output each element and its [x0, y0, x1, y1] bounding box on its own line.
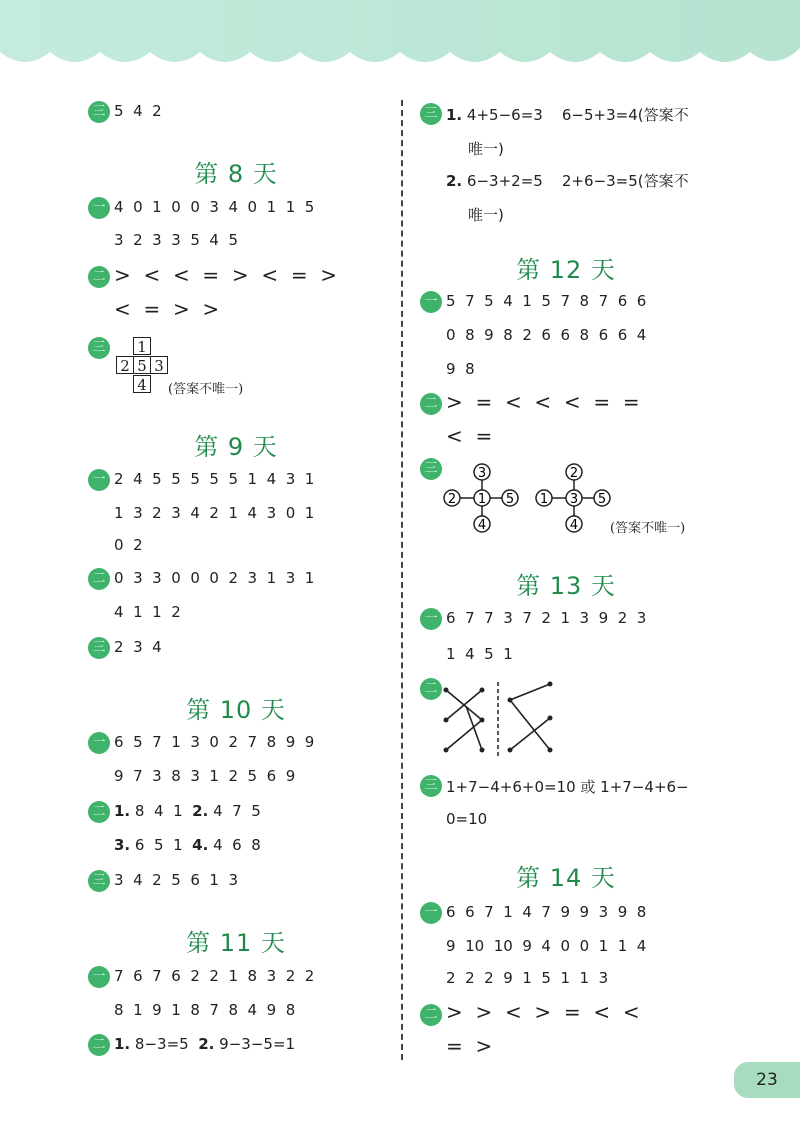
section-badge-two: 二 — [420, 678, 442, 700]
section-badge-three: 三 — [88, 637, 110, 659]
section-badge-three: 三 — [420, 458, 442, 480]
section-badge-two: 二 — [420, 1004, 442, 1026]
comparison-line: < = > > — [114, 297, 220, 321]
answer-note: (答案不唯一) — [610, 521, 686, 536]
section-badge-one: 一 — [88, 966, 110, 988]
item-number: 2. — [446, 172, 463, 190]
section-badge-one: 一 — [88, 469, 110, 491]
fig2-top: 2 — [569, 466, 579, 481]
answer-line: 3 2 3 3 5 4 5 — [114, 231, 239, 249]
fig2-bottom: 4 — [569, 518, 579, 533]
answer-line: 7 6 7 6 2 2 1 8 3 2 2 — [114, 967, 315, 985]
page-number: 23 — [734, 1062, 800, 1098]
answer-line: 唯一) — [468, 206, 504, 224]
answer-line: 9 7 3 8 3 1 2 5 6 9 — [114, 767, 296, 785]
fig1-top: 3 — [477, 466, 487, 481]
item-number: 3. — [114, 836, 131, 854]
fig1-right: 5 — [505, 492, 515, 507]
day-11-title: 第 11 天 — [186, 929, 286, 957]
answer-line: 2 4 5 5 5 5 5 1 4 3 1 — [114, 470, 315, 488]
item-number: 2. — [192, 802, 209, 820]
answer-line — [446, 170, 689, 191]
answer-line: 1+7−4+6+0=10 或 1+7−4+6− — [446, 778, 689, 796]
section-badge-one: 一 — [420, 608, 442, 630]
circle-cross-figure-2 — [536, 464, 610, 533]
fig2-left: 1 — [539, 492, 549, 507]
answer-line: 5 7 5 4 1 5 7 8 7 6 6 — [446, 292, 647, 310]
day-8-title: 第 8 天 — [194, 160, 278, 188]
item-answer: 8−3=5 — [134, 1035, 189, 1053]
fig2-center: 3 — [569, 492, 579, 507]
day-14-title: 第 14 天 — [516, 864, 616, 892]
answer-line: 0 2 — [114, 536, 143, 554]
answer-line: 0 8 9 8 2 6 6 8 6 6 4 — [446, 326, 647, 344]
comparison-line: > = < < < = = — [446, 390, 640, 414]
answer-line — [114, 802, 261, 820]
fig2-right: 5 — [597, 492, 607, 507]
fig1-center: 1 — [477, 492, 487, 507]
item-number: 1. — [114, 1035, 131, 1053]
answer-line — [114, 836, 261, 854]
answer-line: 唯一) — [468, 140, 504, 158]
answer-line: 6 5 7 1 3 0 2 7 8 9 9 — [114, 733, 315, 751]
grid-cell-bottom: 4 — [133, 375, 151, 393]
item-answer: 6 5 1 — [134, 836, 183, 854]
comparison-line: = > — [446, 1034, 493, 1058]
answer-line: 3 4 2 5 6 1 3 — [114, 871, 239, 889]
comparison-line: < = — [446, 424, 493, 448]
answer-line: 6 6 7 1 4 7 9 9 3 9 8 — [446, 903, 647, 921]
section-badge-three: 三 — [88, 337, 110, 359]
section-badge-two: 二 — [88, 1034, 110, 1056]
answer-note: (答案不唯一) — [168, 382, 244, 397]
answer-line: 1 4 5 1 — [446, 645, 513, 663]
answer-line: 2 3 4 — [114, 638, 162, 656]
section-badge-one: 一 — [420, 902, 442, 924]
section-badge-two: 二 — [88, 266, 110, 288]
column-divider — [401, 100, 403, 1060]
section-badge-three: 三 — [420, 775, 442, 797]
fig1-left: 2 — [447, 492, 457, 507]
section-badge-three: 三 — [88, 101, 110, 123]
day-9-title: 第 9 天 — [194, 433, 278, 461]
section-badge-three: 三 — [420, 103, 442, 125]
section-badge-two: 二 — [88, 801, 110, 823]
comparison-line: > > < > = < < — [446, 1000, 640, 1024]
fig1-bottom: 4 — [477, 518, 487, 533]
answer-line: 8 1 9 1 8 7 8 4 9 8 — [114, 1001, 296, 1019]
answer-line: 9 8 — [446, 360, 475, 378]
item-number: 4. — [192, 836, 209, 854]
answer-line: 1 3 2 3 4 2 1 4 3 0 1 — [114, 504, 315, 522]
item-answer: 4 6 8 — [213, 836, 261, 854]
answer-line: 2 2 2 9 1 5 1 1 3 — [446, 969, 609, 987]
answer-line: 5 4 2 — [114, 102, 162, 120]
item-number: 1. — [446, 106, 463, 124]
item-answer: 8 4 1 — [134, 802, 183, 820]
section-badge-one: 一 — [88, 732, 110, 754]
answer-line: 6 7 7 3 7 2 1 3 9 2 3 — [446, 609, 647, 627]
answer-line: 4 0 1 0 0 3 4 0 1 1 5 — [114, 198, 315, 216]
day-10-title: 第 10 天 — [186, 696, 286, 724]
grid-cell-left: 2 — [116, 356, 134, 374]
item-answer: 4+5−6=3 6−5+3=4(答案不 — [466, 106, 689, 124]
answer-line: 0=10 — [446, 810, 488, 828]
answer-line: 9 10 10 9 4 0 0 1 1 4 — [446, 937, 647, 955]
grid-cell-right: 3 — [150, 356, 168, 374]
answer-line — [114, 1035, 295, 1053]
answer-line: 0 3 3 0 0 0 2 3 1 3 1 — [114, 569, 315, 587]
comparison-line: > < < = > < = > — [114, 263, 338, 287]
section-badge-one: 一 — [88, 197, 110, 219]
item-number: 2. — [198, 1035, 215, 1053]
day-13-title: 第 13 天 — [516, 572, 616, 600]
day-12-title: 第 12 天 — [516, 256, 616, 284]
item-number: 1. — [114, 802, 131, 820]
circle-cross-figure-1 — [444, 464, 518, 533]
answer-line: 4 1 1 2 — [114, 603, 181, 621]
grid-cell-center: 5 — [133, 356, 151, 374]
section-badge-two: 二 — [420, 393, 442, 415]
grid-cell-top: 1 — [133, 337, 151, 355]
answer-line — [446, 104, 689, 125]
section-badge-two: 二 — [88, 568, 110, 590]
matching-lines-figure — [440, 680, 560, 758]
item-answer: 4 7 5 — [213, 802, 261, 820]
item-answer: 9−3−5=1 — [219, 1035, 296, 1053]
item-answer: 6−3+2=5 2+6−3=5(答案不 — [466, 172, 689, 190]
header-wave-band — [0, 0, 800, 80]
section-badge-one: 一 — [420, 291, 442, 313]
section-badge-three: 三 — [88, 870, 110, 892]
